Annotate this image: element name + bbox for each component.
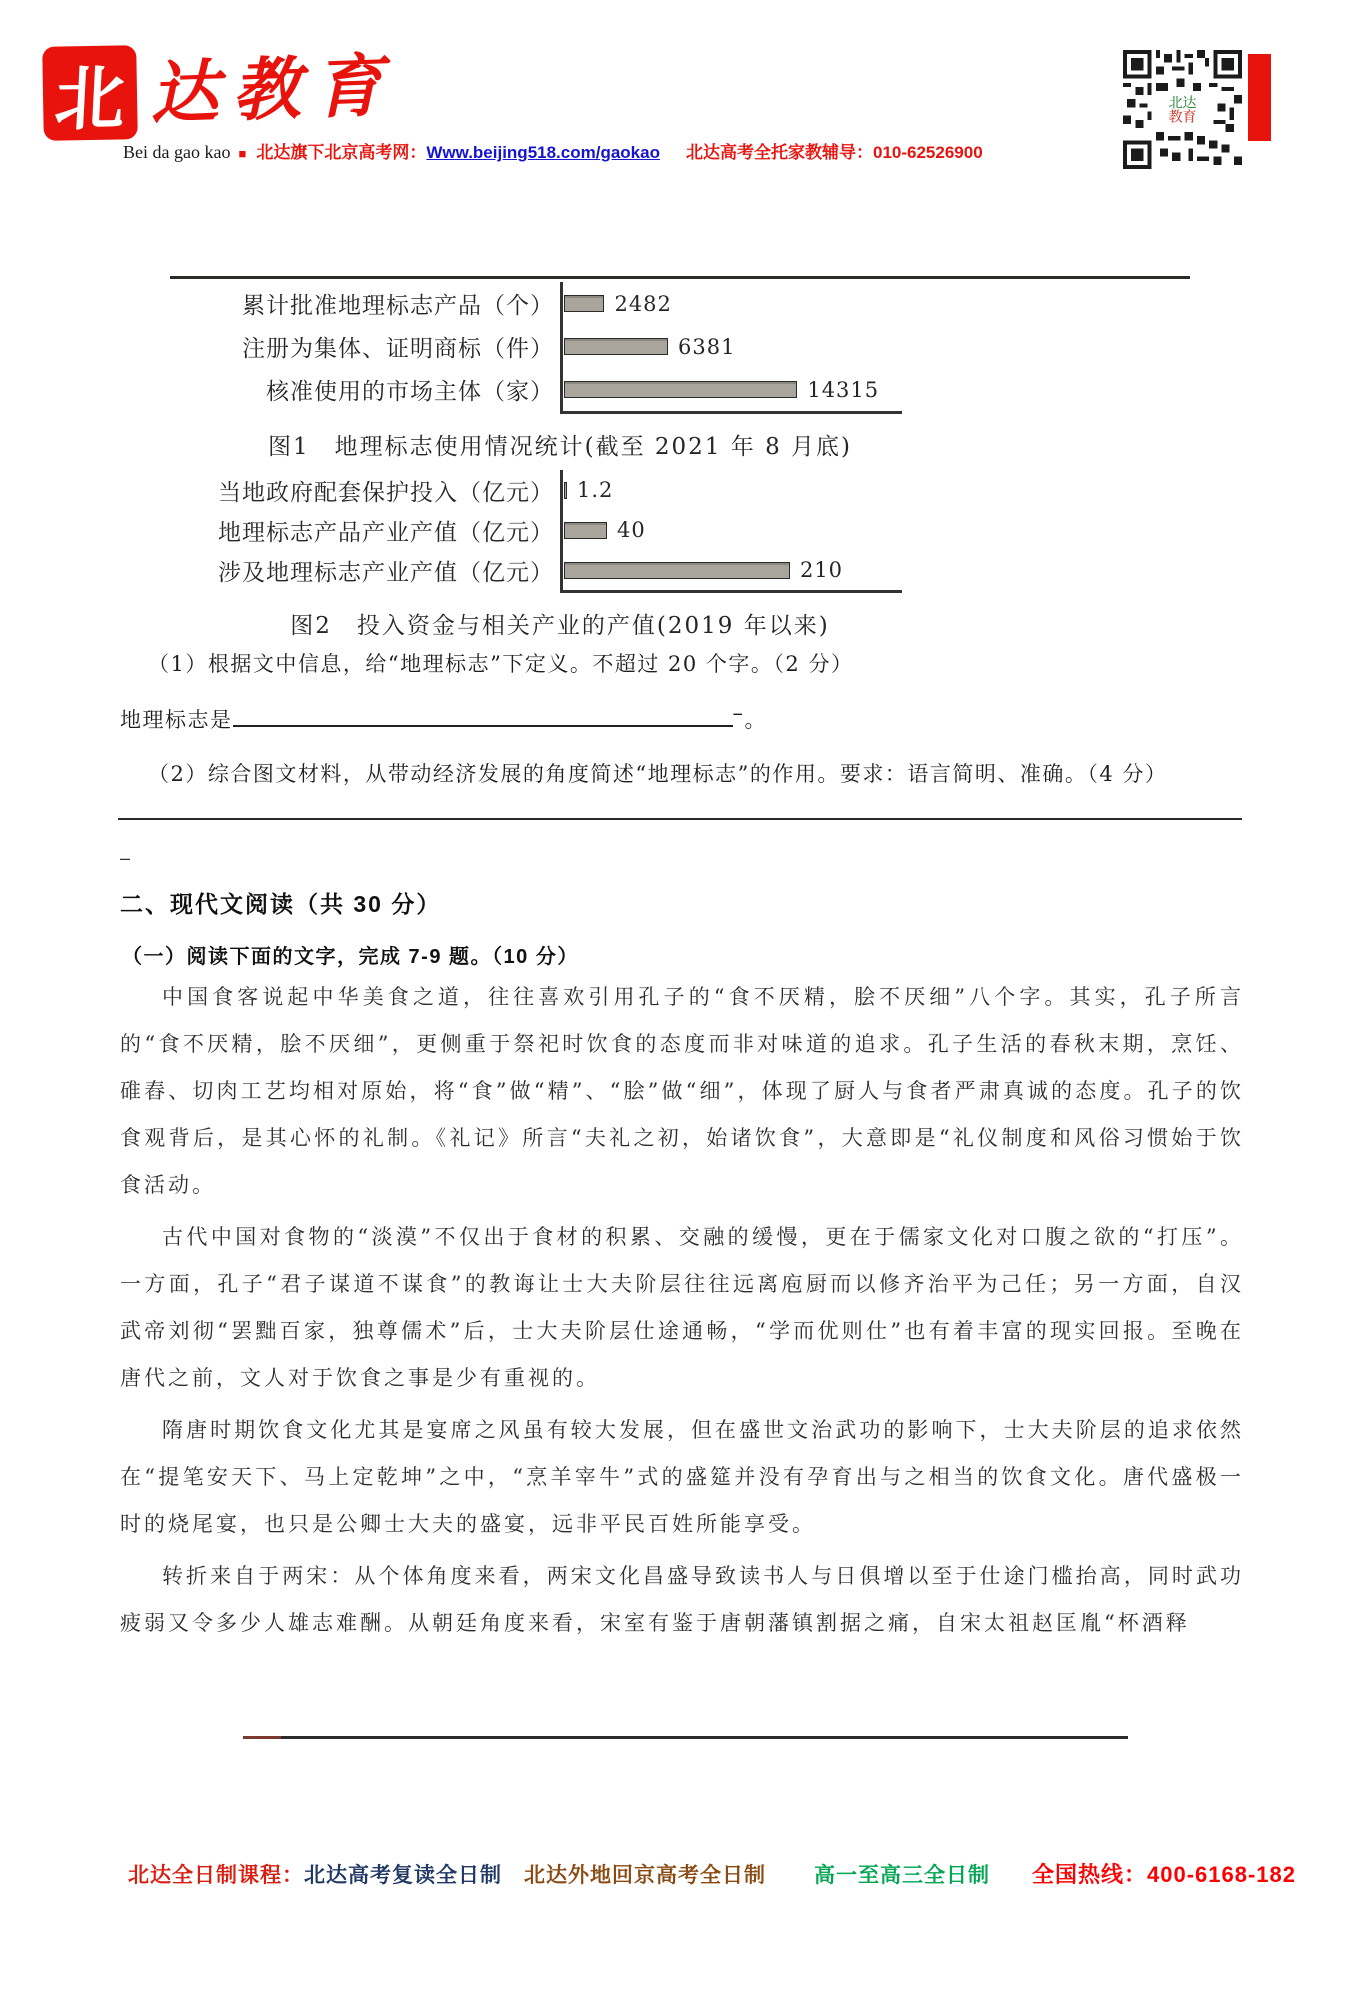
bar-value-label: 2482: [614, 291, 672, 316]
qr-code: [1123, 50, 1242, 169]
bar: [564, 381, 797, 398]
bar-cell: [560, 470, 613, 510]
x-axis-line: [560, 590, 902, 593]
gaokao-site-link[interactable]: Www.beijing518.com/gaokao: [426, 143, 660, 162]
chart-row: [120, 325, 1120, 368]
chart-row: [120, 368, 1120, 411]
bar-category-label: 核准使用的市场主体（家）: [266, 379, 554, 405]
passage-paragraph-1: 中国食客说起中华美食之道，往往喜欢引用孔子的“食不厌精，脍不厌细”八个字。其实，孔子所言的“食不厌精，脍不厌细”，更侧重于祭祀时饮食的态度而非对味道的追求。孔子生活的春秋末期，烹饪、碓舂、切肉工艺均相对原始，将“食”做“精”、“脍”做“细”，体现了厨人与食者严肃真诚的态度。孔子的饮食观背后，是其心怀的礼制。《礼记》所言“夫礼之初，始诸饮食”，大意即是“礼仪制度和风俗习惯始于饮食活动。: [120, 985, 1244, 1197]
bar-category-label: 当地政府配套保护投入（亿元）: [218, 479, 554, 506]
bar: [564, 338, 668, 355]
bar-category-label: 注册为集体、证明商标（件）: [242, 336, 554, 362]
bar-category-label: 涉及地理标志产业产值（亿元）: [218, 559, 554, 586]
bar-cell: [560, 282, 672, 325]
footer-label: 北达全日制课程：: [128, 1864, 304, 1887]
passage-paragraph-2: 古代中国对食物的“淡漠”不仅出于食材的积累、交融的缓慢，更在于儒家文化对口腹之欲的“打压”。一方面，孔子“君子谋道不谋食”的教诲让士大夫阶层往往远离庖厨而以修齐治平为己任；另一方面，自汉武帝刘彻“罢黜百家，独尊儒术”后，士大夫阶层仕途通畅，“学而优则仕”也有着丰富的现实回报。至晚在唐代之前，文人对于饮食之事是少有重视的。: [120, 1225, 1244, 1390]
footer-divider: [243, 1736, 1128, 1739]
bar-value-label: 210: [799, 558, 844, 582]
svg-text:教育: 教育: [1168, 108, 1197, 125]
bar-cell: [560, 325, 735, 368]
footer-hotline: 全国热线：400-6168-182: [1032, 1862, 1297, 1887]
brand-seal-logo: [44, 47, 136, 139]
bar-category-label: 地理标志产品产业产值（亿元）: [218, 519, 554, 546]
header-divider: [170, 276, 1190, 279]
bar: [564, 522, 607, 539]
reading-passage: [120, 974, 1244, 1652]
footer-program-1: 北达高考复读全日制: [304, 1864, 502, 1887]
seal-character: 北: [52, 55, 127, 141]
section-subheading: （一）阅读下面的文字，完成 7-9 题。（10 分）: [122, 946, 579, 968]
section-heading: 二、现代文阅读（共 30 分）: [120, 891, 442, 917]
bar-value-label: 14315: [807, 377, 880, 402]
fill-prefix: 地理标志是: [120, 708, 233, 732]
answer-line: [118, 818, 1242, 820]
x-axis-line: [560, 411, 902, 414]
chart-row: [120, 470, 1120, 510]
question-2: （2）综合图文材料，从带动经济发展的角度简述“地理标志”的作用。要求：语言简明、准确。（4 分）: [148, 762, 1168, 786]
red-accent-block: [1248, 54, 1271, 141]
passage-paragraph-3: 隋唐时期饮食文化尤其是宴席之风虽有较大发展，但在盛世文治武功的影响下，士大夫阶层的追求依然在“提笔安天下、马上定乾坤”之中，“烹羊宰牛”式的盛筵并没有孕育出与之相当的饮食文化。唐代盛极一时的烧尾宴，也只是公卿士大夫的盛宴，远非平民百姓所能享受。: [120, 1418, 1244, 1536]
chart-row: [120, 550, 1120, 590]
chart-row: [120, 510, 1120, 550]
fill-period: 。: [744, 708, 767, 732]
footer-program-2: 北达外地回京高考全日制: [524, 1864, 766, 1887]
bar-cell: [560, 368, 879, 411]
figure-2-caption: 图2 投入资金与相关产业的产值(2019 年以来): [290, 613, 830, 639]
brand-pinyin: Bei da gao kao: [123, 142, 231, 162]
header-tagline: [123, 138, 983, 163]
tagline-label: 北达旗下北京高考网：: [256, 143, 427, 162]
brand-name-calligraphy: 达教育: [148, 45, 398, 135]
bar: [564, 562, 790, 579]
question-block: [120, 648, 1250, 788]
footer-bar: [128, 1858, 1296, 1889]
bar-value-label: 40: [617, 518, 646, 542]
red-square-bullet: ■: [238, 146, 247, 161]
fill-dash: –: [732, 701, 745, 725]
answer-blank-underline: [233, 707, 733, 727]
qr-code-graphic: [1123, 50, 1242, 169]
bar: [564, 295, 604, 312]
bar-cell: [560, 550, 843, 590]
bar-value-label: 1.2: [577, 478, 614, 502]
tutoring-phone-label: 北达高考全托家教辅导：010-62526900: [685, 143, 983, 162]
bar-category-label: 累计批准地理标志产品（个）: [242, 293, 554, 319]
chart-row: [120, 282, 1120, 325]
chart-figure-2: [120, 470, 1120, 640]
passage-paragraph-4: 转折来自于两宋：从个体角度来看，两宋文化昌盛导致读书人与日俱增以至于仕途门槛抬高，同时武功疲弱又令多少人雄志难酬。从朝廷角度来看，宋室有鉴于唐朝藩镇割据之痛，自宋太祖赵匡胤“杯酒释: [120, 1564, 1244, 1635]
question-1: （1）根据文中信息，给“地理标志”下定义。不超过 20 个字。（2 分）: [148, 652, 854, 676]
fill-in-blank-line: [120, 701, 1250, 734]
stray-dash-mark: –: [120, 848, 131, 868]
figure-1-caption: 图1 地理标志使用情况统计(截至 2021 年 8 月底): [268, 434, 852, 460]
bar-cell: [560, 510, 646, 550]
chart-figure-1: [120, 282, 1120, 461]
qr-center-label: 北达: [1168, 94, 1197, 111]
bar-value-label: 6381: [678, 334, 736, 359]
bar: [564, 482, 567, 499]
footer-program-3: 高一至高三全日制: [814, 1864, 990, 1887]
